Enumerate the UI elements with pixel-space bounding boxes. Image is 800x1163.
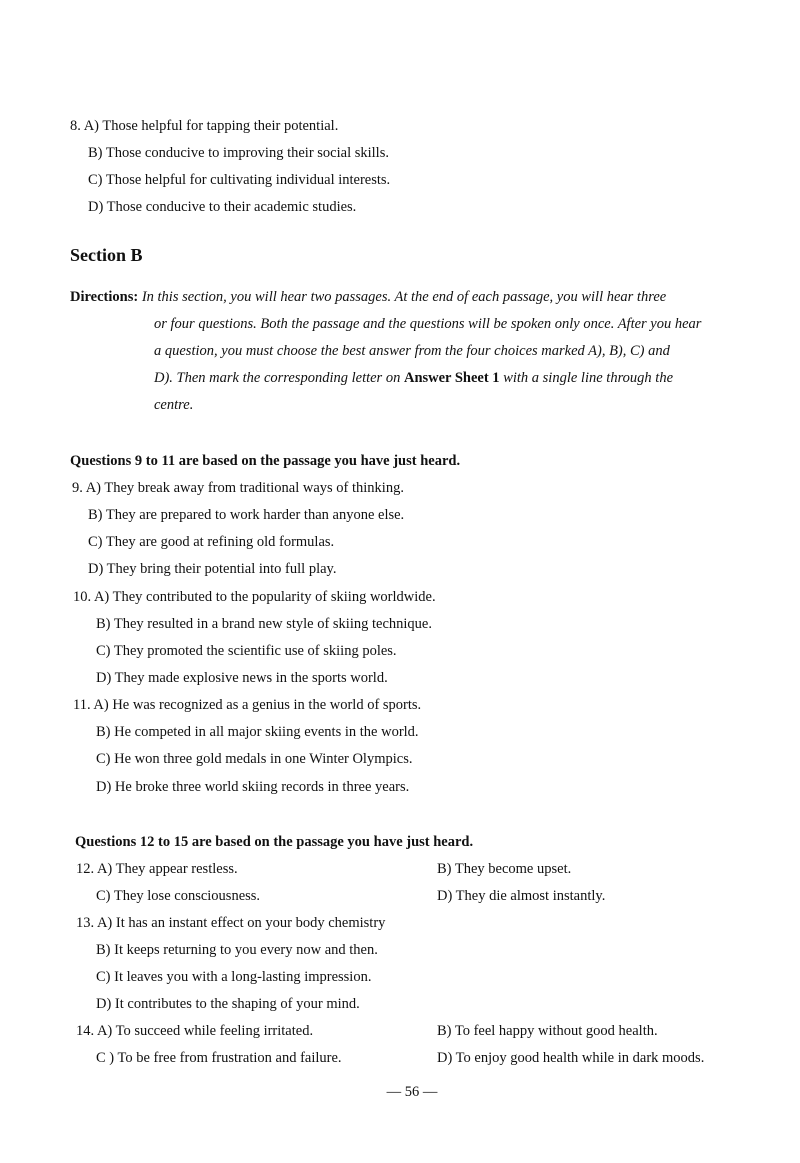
q10-option-b: B) They resulted in a brand new style of skiing technique.	[96, 616, 432, 632]
directions-line-2: or four questions. Both the passage and the questions will be spoken only once. After you hear	[154, 316, 702, 332]
q8-option-b: B) Those conducive to improving their social skills.	[88, 145, 389, 161]
q14-option-c: C ) To be free from frustration and failure.	[96, 1050, 342, 1066]
q13-option-c: C) It leaves you with a long-lasting impression.	[96, 969, 372, 985]
q10-option-a: 10. A) They contributed to the popularity of skiing worldwide.	[73, 589, 436, 605]
q9-option-c: C) They are good at refining old formulas.	[88, 534, 335, 550]
directions-line-1: In this section, you will hear two passages. At the end of each passage, you will hear three	[141, 289, 667, 305]
q14-option-a: 14. A) To succeed while feeling irritated.	[76, 1023, 314, 1039]
answer-sheet-ref: Answer Sheet 1	[403, 370, 500, 386]
q10-option-d: D) They made explosive news in the sports world.	[96, 670, 388, 686]
directions-line-3: a question, you must choose the best answer from the four choices marked A), B), C) and	[154, 343, 670, 359]
q11-option-a: 11. A) He was recognized as a genius in the world of sports.	[73, 697, 422, 713]
q9-option-b: B) They are prepared to work harder than anyone else.	[88, 507, 405, 523]
directions-line-5: centre.	[154, 397, 194, 413]
directions-label: Directions:	[70, 289, 139, 305]
directions-line-4: D). Then mark the corresponding letter on	[154, 370, 401, 386]
q11-option-b: B) He competed in all major skiing events in the world.	[96, 724, 419, 740]
q12-option-c: C) They lose consciousness.	[96, 888, 261, 904]
q11-option-d: D) He broke three world skiing records in three years.	[96, 779, 410, 795]
q14-option-d: D) To enjoy good health while in dark moods.	[437, 1050, 705, 1066]
directions-line-4-end: with a single line through the	[503, 370, 674, 386]
q13-option-d: D) It contributes to the shaping of your mind.	[96, 996, 360, 1012]
section-title: Section B	[70, 245, 143, 265]
passage2-heading: Questions 12 to 15 are based on the passage you have just heard.	[75, 834, 474, 850]
q9-option-a: 9. A) They break away from traditional ways of thinking.	[72, 480, 404, 496]
q14-option-b: B) To feel happy without good health.	[437, 1023, 658, 1039]
q12-option-b: B) They become upset.	[437, 861, 572, 877]
page-number: — 56 —	[386, 1084, 438, 1100]
q8-option-d: D) Those conducive to their academic studies.	[88, 199, 357, 215]
q8-option-a: 8. A) Those helpful for tapping their potential.	[70, 118, 339, 134]
q12-option-a: 12. A) They appear restless.	[76, 861, 238, 877]
q12-option-d: D) They die almost instantly.	[437, 888, 606, 904]
q8-option-c: C) Those helpful for cultivating individual interests.	[88, 172, 391, 188]
q13-option-b: B) It keeps returning to you every now and then.	[96, 942, 378, 958]
q9-option-d: D) They bring their potential into full play.	[88, 561, 337, 577]
q13-option-a: 13. A) It has an instant effect on your body chemistry	[76, 915, 386, 931]
q11-option-c: C) He won three gold medals in one Winter Olympics.	[96, 751, 413, 767]
q10-option-c: C) They promoted the scientific use of skiing poles.	[96, 643, 397, 659]
passage1-heading: Questions 9 to 11 are based on the passage you have just heard.	[70, 453, 461, 469]
